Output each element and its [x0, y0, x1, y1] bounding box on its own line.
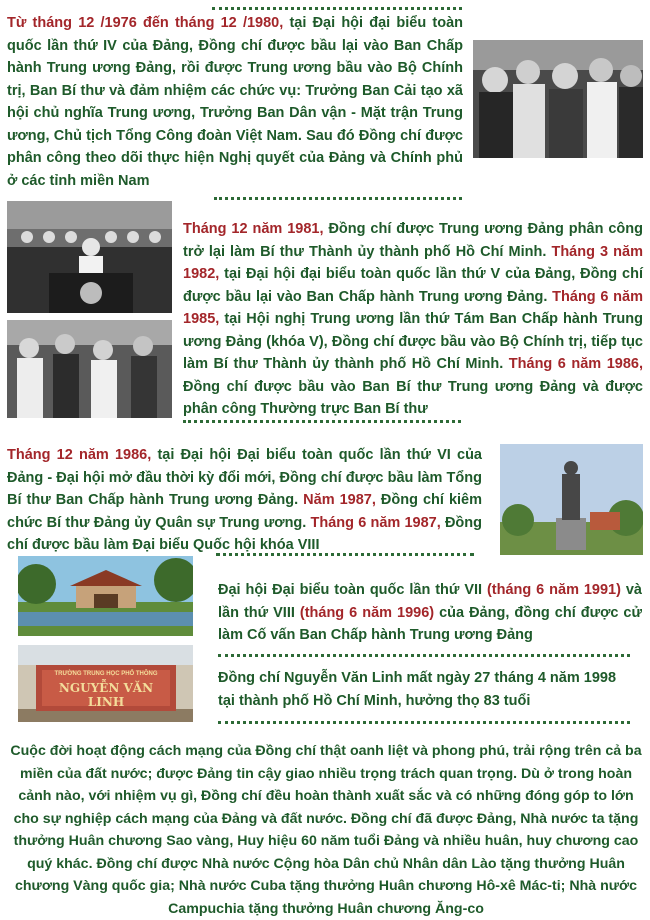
- divider-4: [218, 654, 630, 657]
- text-advisor-1: Đại hội Đại biểu toàn quốc lần thứ VII: [218, 582, 487, 598]
- school-sign-line1: TRƯỜNG TRUNG HỌC PHỔ THÔNG: [54, 671, 158, 677]
- text-1986: Đồng chí được bầu vào Ban Bí thư Trung ương Đảng và được phân công Thường trực Ban Bí thư: [183, 378, 643, 417]
- text-1976-1980: tại Đại hội đại biểu toàn quốc lần thứ IV của Đảng, Đồng chí được bầu lại vào Ban Chấp hành Trung ương Đảng, rồi được Trung ương bầu vào Bộ Chính trị, Ban Bí thư và đảm nhiệm các chức vụ: Trưởng Ban Cải tạo xã hội chủ nghĩa Trung ương, Trưởng Ban Dân vận - Mặt trận Trung ương, Chủ tịch Tổng Công đoàn Việt Nam. Sau đó Đồng chí được phân công theo dõi thực hiện Nghị quyết của Đảng và Chính phủ ở các tỉnh miền Nam: [7, 15, 464, 189]
- divider-1: [214, 197, 462, 200]
- text-advisor-3: của Đảng, đồng chí được cử làm Cố vấn Ban Chấp hành Trung ương Đảng: [218, 604, 642, 643]
- section-1981-1986: [183, 218, 643, 421]
- text-1981: Đồng chí được Trung ương Đảng phân công trở lại làm Bí thư Thành ủy thành phố Hồ Chí Minh.: [183, 221, 643, 260]
- text-1985: tại Hội nghị Trung ương lần thứ Tám Ban Chấp hành Trung ương Đảng (khóa V), Đồng chí được bầu vào Bộ Chính trị, tiếp tục làm Bí thư Thành ủy thành phố Hồ Chí Minh.: [183, 311, 643, 372]
- date-mar-1982: Tháng 3 năm 1982,: [183, 243, 643, 282]
- conclusion-paragraph: Cuộc đời hoạt động cách mạng của Đồng chí thật oanh liệt và phong phú, trải rộng trên cả ba miền của đất nước; được Đảng tin cậy giao nhiều trọng trách quan trọng. Dù ở trong hoàn cảnh nào, với nhiệm vụ gì, Đồng chí đều hoàn thành xuất sắc và có những đóng góp to lớn cho sự nghiệp cách mạng của Đảng và đất nước. Đồng chí đã được Đảng, Nhà nước ta tặng thưởng Huân chương Sao vàng, Huy hiệu 60 năm tuổi Đảng và nhiều huân, huy chương cao quý khác. Đồng chí được Nhà nước Cộng hòa Dân chủ Nhân dân Lào tặng thưởng Huân chương Vàng quốc gia; Nhà nước Cuba tặng thưởng Huân chương Hô-xê Mác-ti; Nhà nước Campuchia tặng thưởng Huân chương Ăng-co: [10, 743, 642, 917]
- date-1987: Năm 1987,: [303, 492, 376, 508]
- divider-5: [218, 721, 630, 724]
- photo-officials-group: [7, 320, 172, 418]
- date-jun-1991: (tháng 6 năm 1991): [486, 582, 621, 598]
- text-jun-1987: Đồng chí được bầu làm Đại biểu Quốc hội khóa VIII: [7, 514, 482, 553]
- text-1982: tại Đại hội đại biểu toàn quốc lần thứ V của Đảng, Đồng chí được bầu lại vào Ban Chấp hành Trung ương Đảng.: [183, 266, 643, 305]
- photo-memorial-house: [18, 556, 193, 636]
- divider-3: [216, 553, 474, 556]
- section-1976-1980: [7, 12, 463, 192]
- photo-greeting-crowd: [473, 40, 643, 158]
- photo-school-sign: [18, 645, 193, 722]
- date-1976-1980: Từ tháng 12 /1976 đến tháng 12 /1980,: [7, 15, 284, 31]
- school-sign-line2: NGUYỄN VĂN LINH: [58, 681, 154, 709]
- photo-statue: [500, 444, 643, 555]
- section-passing: [218, 667, 618, 712]
- section-1986-1987: [7, 444, 482, 557]
- date-dec-1981: Tháng 12 năm 1981,: [183, 221, 324, 237]
- date-jun-1985: Tháng 6 năm 1985,: [183, 288, 643, 327]
- date-dec-1986: Tháng 12 năm 1986,: [7, 447, 152, 463]
- text-advisor-2: và lần thứ VIII: [218, 582, 642, 621]
- text-1987: Đồng chí kiêm chức Bí thư Đảng ủy Quân sự Trung ương.: [7, 492, 482, 531]
- photo-congress-podium: [7, 201, 172, 313]
- date-jun-1996: (tháng 6 năm 1996): [299, 604, 435, 621]
- divider-top: [212, 7, 462, 10]
- section-advisor: [218, 579, 642, 647]
- text-passing: Đồng chí Nguyễn Văn Linh mất ngày 27 tháng 4 năm 1998 tại thành phố Hồ Chí Minh, hưởng thọ 83 tuổi: [218, 670, 617, 709]
- date-jun-1987: Tháng 6 năm 1987,: [310, 514, 441, 531]
- text-dec-1986: tại Đại hội Đại biểu toàn quốc lần thứ VI của Đảng - Đại hội mở đầu thời kỳ đổi mới, Đồng chí được bầu làm Tổng Bí thư Ban Chấp hành Trung ương Đảng.: [7, 447, 482, 508]
- divider-2: [183, 420, 461, 423]
- date-jun-1986: Tháng 6 năm 1986,: [508, 356, 643, 372]
